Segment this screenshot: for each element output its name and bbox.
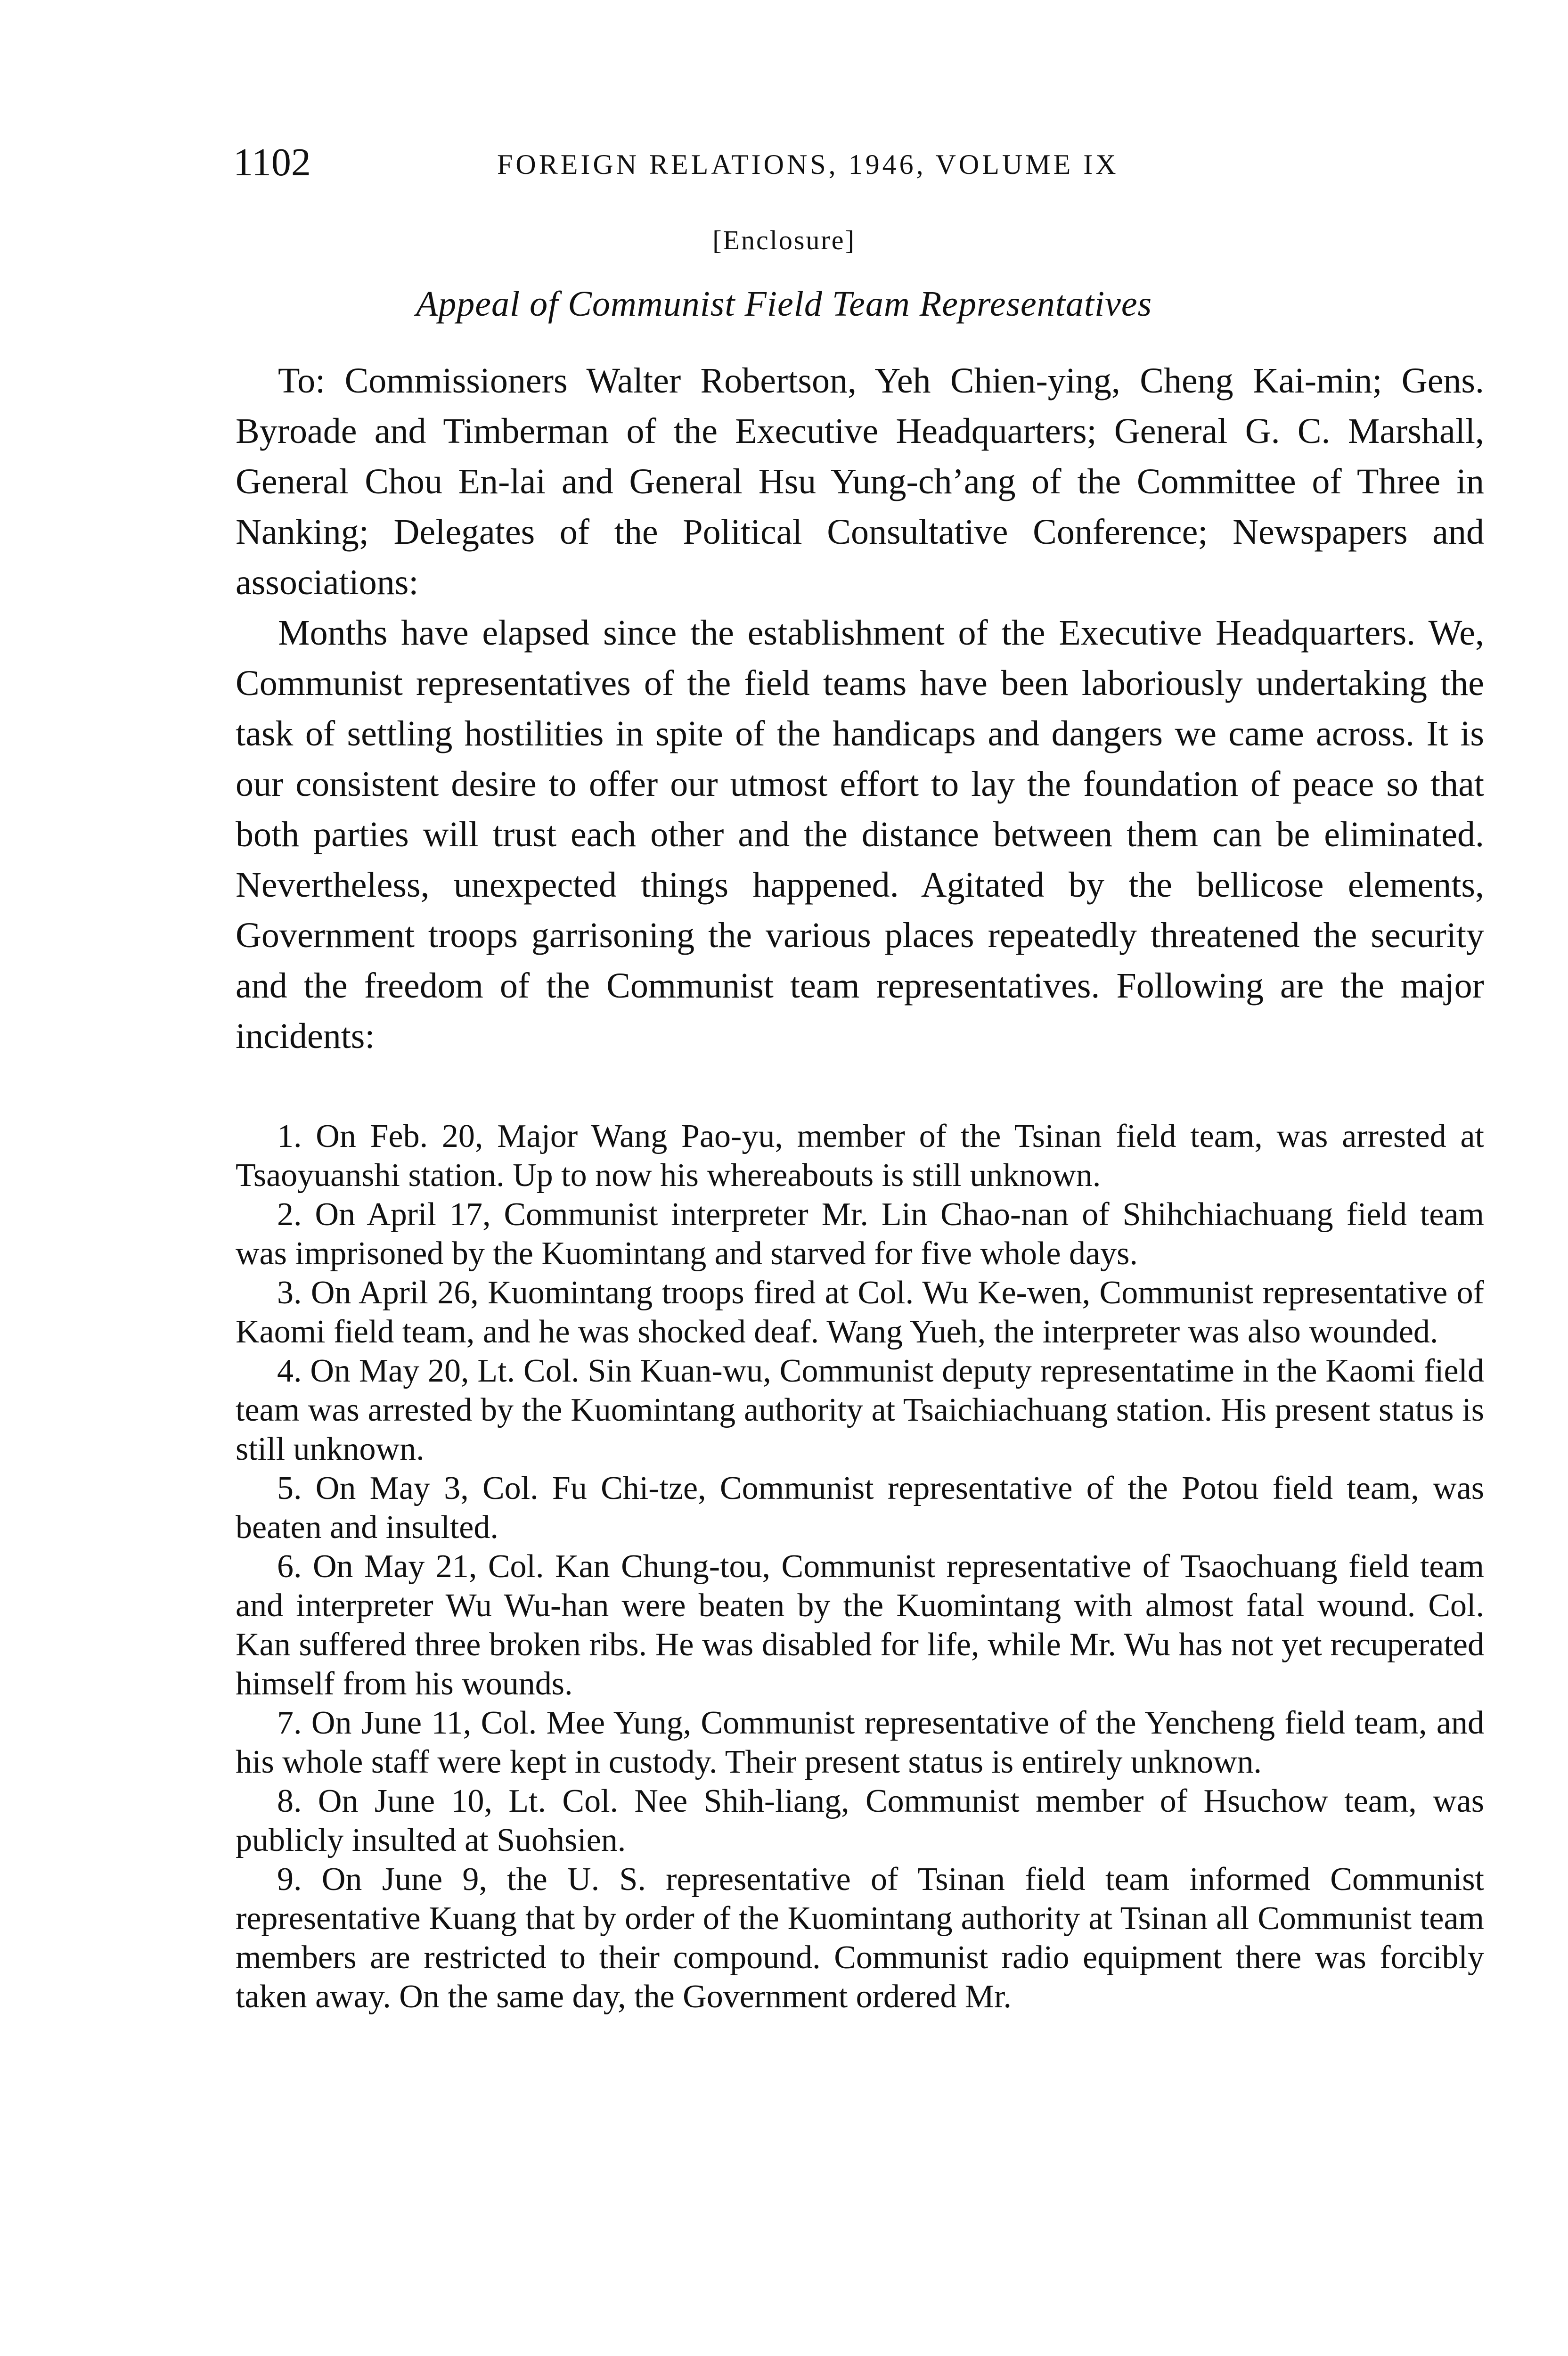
incident-list	[236, 1117, 1484, 2016]
incident-item: 4. On May 20, Lt. Col. Sin Kuan-wu, Communist deputy representatime in the Kaomi field team was arrested by the Kuomintang authority at Tsaichiachuang station. His present status is still unknown.	[236, 1353, 1484, 1467]
address-paragraph: To: Commissioners Walter Robertson, Yeh Chien-ying, Cheng Kai-min; Gens. Byroade and Timberman of the Executive Headquarters; General G. C. Marshall, General Chou En-lai and General Hsu Yung-ch’ang of the Committee of Three in Nanking; Delegates of the Political Consultative Conference; Newspapers and associations:	[236, 361, 1484, 602]
incident-item: 5. On May 3, Col. Fu Chi-tze, Communist representative of the Potou field team, was beaten and insulted.	[236, 1470, 1484, 1546]
incident-item: 3. On April 26, Kuomintang troops fired at Col. Wu Ke-wen, Communist representative of Kaomi field team, and he was shocked deaf. Wang Yueh, the interpreter was also wounded.	[236, 1275, 1484, 1350]
document-title: Appeal of Communist Field Team Representatives	[416, 284, 1152, 324]
body-text	[236, 356, 1484, 1062]
incident-item: 7. On June 11, Col. Mee Yung, Communist representative of the Yencheng field team, and his whole staff were kept in custody. Their present status is entirely unknown.	[236, 1705, 1484, 1780]
enclosure-label: [Enclosure]	[712, 225, 856, 255]
incident-item: 9. On June 9, the U. S. representative of Tsinan field team informed Communist representative Kuang that by order of the Kuomintang authority at Tsinan all Communist team members are restricted to their compound. Communist radio equipment there was forcibly taken away. On the same day, the Government ordered Mr.	[236, 1861, 1484, 2015]
incident-item: 8. On June 10, Lt. Col. Nee Shih-liang, Communist member of Hsuchow team, was publicly insulted at Suohsien.	[236, 1783, 1484, 1858]
incident-item: 2. On April 17, Communist interpreter Mr. Lin Chao-nan of Shihchiachuang field team was imprisoned by the Kuomintang and starved for five whole days.	[236, 1196, 1484, 1272]
incident-item: 1. On Feb. 20, Major Wang Pao-yu, member of the Tsinan field team, was arrested at Tsaoyuanshi station. Up to now his whereabouts is still unknown.	[236, 1118, 1484, 1194]
incident-item: 6. On May 21, Col. Kan Chung-tou, Communist representative of Tsaochuang field team and interpreter Wu Wu-han were beaten by the Kuomintang with almost fatal wound. Col. Kan suffered three broken ribs. He was disabled for life, while Mr. Wu has not yet recuperated himself from his wounds.	[236, 1548, 1484, 1702]
page-header	[233, 137, 1486, 188]
running-head: FOREIGN RELATIONS, 1946, VOLUME IX	[497, 149, 1119, 180]
intro-paragraph: Months have elapsed since the establishment of the Executive Headquarters. We, Communist representatives of the field teams have been laboriously undertaking the task of settling hostilities in spite of the handicaps and dangers we came across. It is our consistent desire to offer our utmost effort to lay the foundation of peace so that both parties will trust each other and the distance between them can be eliminated. Nevertheless, unexpected things happened. Agitated by the bellicose elements, Government troops garrisoning the various places repeatedly threatened the security and the freedom of the Communist team representatives. Following are the major incidents:	[236, 613, 1484, 1056]
page-number: 1102	[233, 140, 311, 184]
